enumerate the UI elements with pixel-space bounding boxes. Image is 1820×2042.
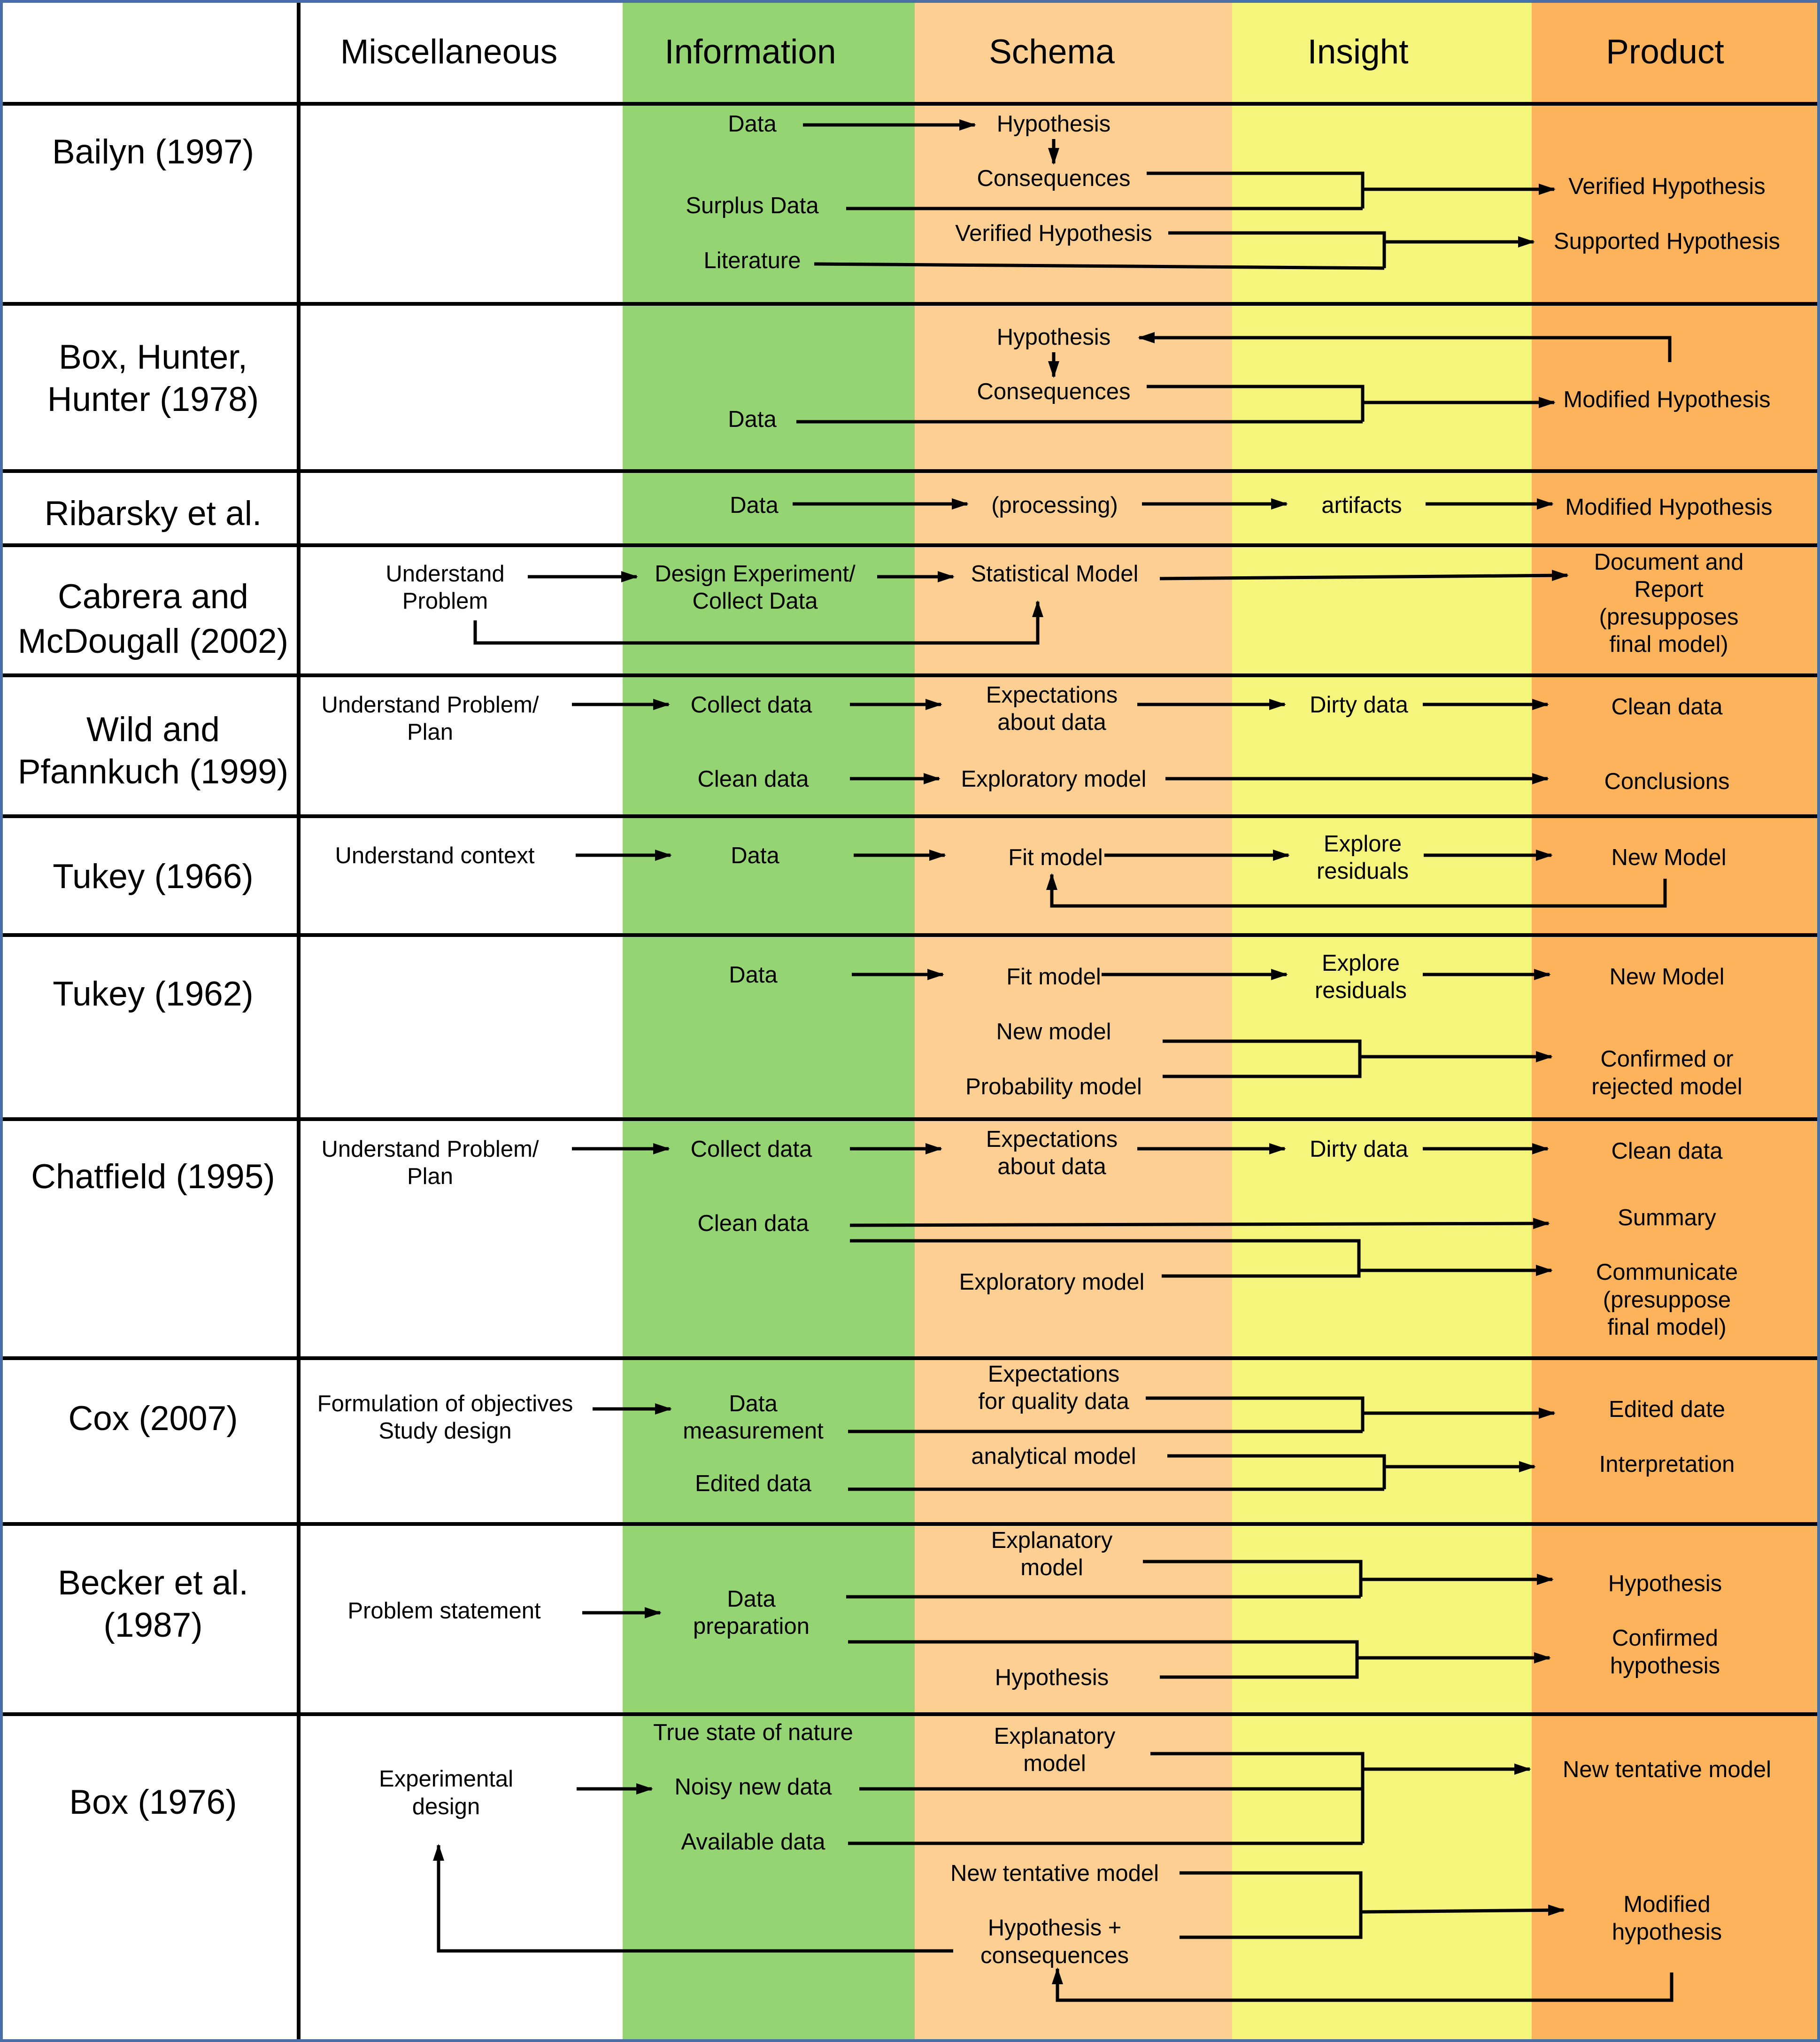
row-label-cabrera-line2: McDougall (2002) <box>17 622 289 660</box>
wild-conclusions: Conclusions <box>1604 769 1730 794</box>
row-label-bailyn: Bailyn (1997) <box>52 133 254 171</box>
cox-interpretation: Interpretation <box>1599 1452 1735 1477</box>
tukey66-residuals: residuals <box>1316 859 1409 884</box>
becker-hypothesis-confirmed: hypothesis <box>1610 1653 1720 1678</box>
column-header-insight: Insight <box>1307 33 1409 71</box>
chatfield-presuppose: (presuppose <box>1603 1287 1731 1313</box>
box76-modified: Modified <box>1623 1892 1711 1917</box>
column-header-product: Product <box>1606 33 1724 71</box>
bailyn-literature: Literature <box>703 248 801 273</box>
column-header-information: Information <box>664 33 836 71</box>
box76-model: model <box>1023 1751 1086 1776</box>
cabrera-final-model: final model) <box>1609 632 1728 657</box>
ribarsky-processing: (processing) <box>991 493 1118 518</box>
box76-available-data: Available data <box>681 1829 825 1855</box>
ribarsky-artifacts: artifacts <box>1321 493 1402 518</box>
becker-problem-statement: Problem statement <box>347 1598 541 1624</box>
box76-consequences: consequences <box>980 1943 1129 1968</box>
tukey62-rejected-model: rejected model <box>1591 1074 1743 1099</box>
chatfield-understand-problem: Understand Problem/ <box>321 1137 539 1162</box>
becker-model: model <box>1020 1555 1083 1580</box>
row-label-box-hunter-line1: Box, Hunter, <box>59 338 247 376</box>
wild-expectations: Expectations <box>986 682 1118 708</box>
tukey66-fit-model: Fit model <box>1008 845 1103 870</box>
bhh-modified-hypothesis: Modified Hypothesis <box>1563 387 1771 412</box>
box76-hypothesis: hypothesis <box>1612 1919 1722 1945</box>
column-bg-product <box>1532 0 1820 2042</box>
chatfield-exploratory-model: Exploratory model <box>959 1269 1145 1295</box>
row-label-box-1976: Box (1976) <box>69 1783 237 1821</box>
chatfield-plan: Plan <box>407 1164 454 1189</box>
chatfield-collect-data: Collect data <box>690 1137 812 1162</box>
cox-measurement: measurement <box>683 1418 824 1444</box>
ribarsky-modified-hypothesis: Modified Hypothesis <box>1565 495 1773 520</box>
box76-explanatory: Explanatory <box>994 1724 1116 1749</box>
box76-design: design <box>412 1794 480 1819</box>
box76-experimental: Experimental <box>379 1766 513 1792</box>
row-label-chatfield: Chatfield (1995) <box>31 1158 275 1196</box>
tukey62-probability-model: Probability model <box>965 1074 1142 1099</box>
wild-clean-data-product: Clean data <box>1611 694 1723 719</box>
bhh-hypothesis: Hypothesis <box>996 325 1111 350</box>
row-label-wild-line1: Wild and <box>86 711 220 749</box>
bailyn-verified-hypothesis-schema: Verified Hypothesis <box>955 221 1152 246</box>
box76-noisy-new-data: Noisy new data <box>674 1774 832 1800</box>
box76-new-tentative-model-product: New tentative model <box>1563 1757 1771 1782</box>
cabrera-document-and: Document and <box>1594 549 1744 575</box>
cox-analytical-model: analytical model <box>971 1444 1136 1469</box>
row-label-cabrera-line1: Cabrera and <box>58 578 248 616</box>
tukey66-understand-context: Understand context <box>335 843 535 868</box>
cabrera-report: Report <box>1634 577 1704 602</box>
cabrera-problem: Problem <box>402 588 488 614</box>
chatfield-expectations: Expectations <box>986 1127 1118 1152</box>
tukey62-fit-model: Fit model <box>1006 964 1101 990</box>
chatfield-dirty-data: Dirty data <box>1310 1137 1408 1162</box>
row-label-ribarsky: Ribarsky et al. <box>44 495 262 533</box>
column-header-schema: Schema <box>989 33 1115 71</box>
row-label-cox: Cox (2007) <box>68 1400 238 1438</box>
wild-clean-data-info: Clean data <box>697 766 809 792</box>
row-label-wild-line2: Pfannkuch (1999) <box>17 753 289 791</box>
tukey66-new-model: New Model <box>1611 845 1727 870</box>
row-label-becker-line1: Becker et al. <box>58 1564 248 1602</box>
arrow <box>850 1223 1549 1225</box>
bailyn-surplus-data: Surplus Data <box>686 193 819 218</box>
wild-dirty-data: Dirty data <box>1310 692 1408 718</box>
cabrera-collect-data: Collect Data <box>692 588 818 614</box>
cabrera-design-experiment: Design Experiment/ <box>655 561 856 587</box>
becker-preparation: preparation <box>693 1614 810 1639</box>
cox-edited-date: Edited date <box>1609 1397 1725 1422</box>
row-label-tukey-1962: Tukey (1962) <box>53 975 254 1013</box>
column-bg-misc <box>0 0 623 2042</box>
cox-for-quality-data: for quality data <box>978 1389 1129 1414</box>
chatfield-communicate: Communicate <box>1596 1260 1738 1285</box>
becker-confirmed: Confirmed <box>1612 1625 1719 1651</box>
bailyn-consequences: Consequences <box>977 166 1131 191</box>
becker-hypothesis-product: Hypothesis <box>1608 1571 1722 1596</box>
tukey62-residuals: residuals <box>1314 978 1407 1003</box>
box76-hypothesis-plus: Hypothesis + <box>987 1915 1122 1941</box>
bhh-data: Data <box>728 407 777 432</box>
chatfield-clean-data-product: Clean data <box>1611 1138 1723 1164</box>
row-label-tukey-1966: Tukey (1966) <box>53 858 254 896</box>
cox-expectations: Expectations <box>987 1361 1120 1387</box>
tukey62-new-model-product: New Model <box>1609 964 1725 990</box>
becker-explanatory: Explanatory <box>991 1528 1113 1553</box>
chatfield-about-data: about data <box>997 1154 1106 1179</box>
column-header-miscellaneous: Miscellaneous <box>340 33 558 71</box>
cabrera-understand: Understand <box>386 561 505 587</box>
wild-collect-data: Collect data <box>690 692 812 718</box>
tukey62-confirmed-or: Confirmed or <box>1600 1046 1734 1072</box>
bailyn-hypothesis: Hypothesis <box>996 111 1111 137</box>
tukey62-new-model-schema: New model <box>996 1019 1111 1044</box>
row-label-box-hunter-line2: Hunter (1978) <box>47 380 259 418</box>
cox-formulation: Formulation of objectives <box>317 1391 573 1416</box>
bailyn-supported-hypothesis: Supported Hypothesis <box>1553 229 1781 254</box>
tukey62-explore: Explore <box>1321 951 1400 976</box>
row-label-becker-line2: (1987) <box>103 1606 203 1644</box>
chatfield-summary: Summary <box>1618 1205 1716 1230</box>
ribarsky-data: Data <box>730 493 779 518</box>
box76-true-state: True state of nature <box>653 1720 853 1745</box>
chatfield-final-model: final model) <box>1607 1315 1727 1340</box>
chatfield-clean-data-info: Clean data <box>697 1211 809 1236</box>
bailyn-verified-hypothesis-product: Verified Hypothesis <box>1568 174 1766 199</box>
column-bg-insight <box>1232 0 1532 2042</box>
arrow <box>1361 1910 1564 1912</box>
box76-new-tentative-model-schema: New tentative model <box>950 1861 1159 1886</box>
tukey66-data: Data <box>731 843 779 868</box>
tukey66-explore: Explore <box>1323 831 1402 857</box>
bhh-consequences: Consequences <box>977 379 1131 404</box>
bailyn-data: Data <box>728 111 777 137</box>
wild-exploratory-model: Exploratory model <box>961 766 1147 792</box>
becker-hypothesis-schema: Hypothesis <box>995 1665 1109 1690</box>
cox-study-design: Study design <box>378 1418 512 1444</box>
cox-edited-data: Edited data <box>695 1471 811 1496</box>
wild-plan: Plan <box>407 719 454 745</box>
wild-about-data: about data <box>997 710 1106 735</box>
becker-data: Data <box>727 1586 776 1612</box>
cabrera-statistical-model: Statistical Model <box>971 561 1139 587</box>
cabrera-presupposes: (presupposes <box>1599 604 1739 630</box>
tukey62-data: Data <box>729 962 778 988</box>
wild-understand-problem: Understand Problem/ <box>321 692 539 718</box>
cox-data: Data <box>729 1391 778 1416</box>
